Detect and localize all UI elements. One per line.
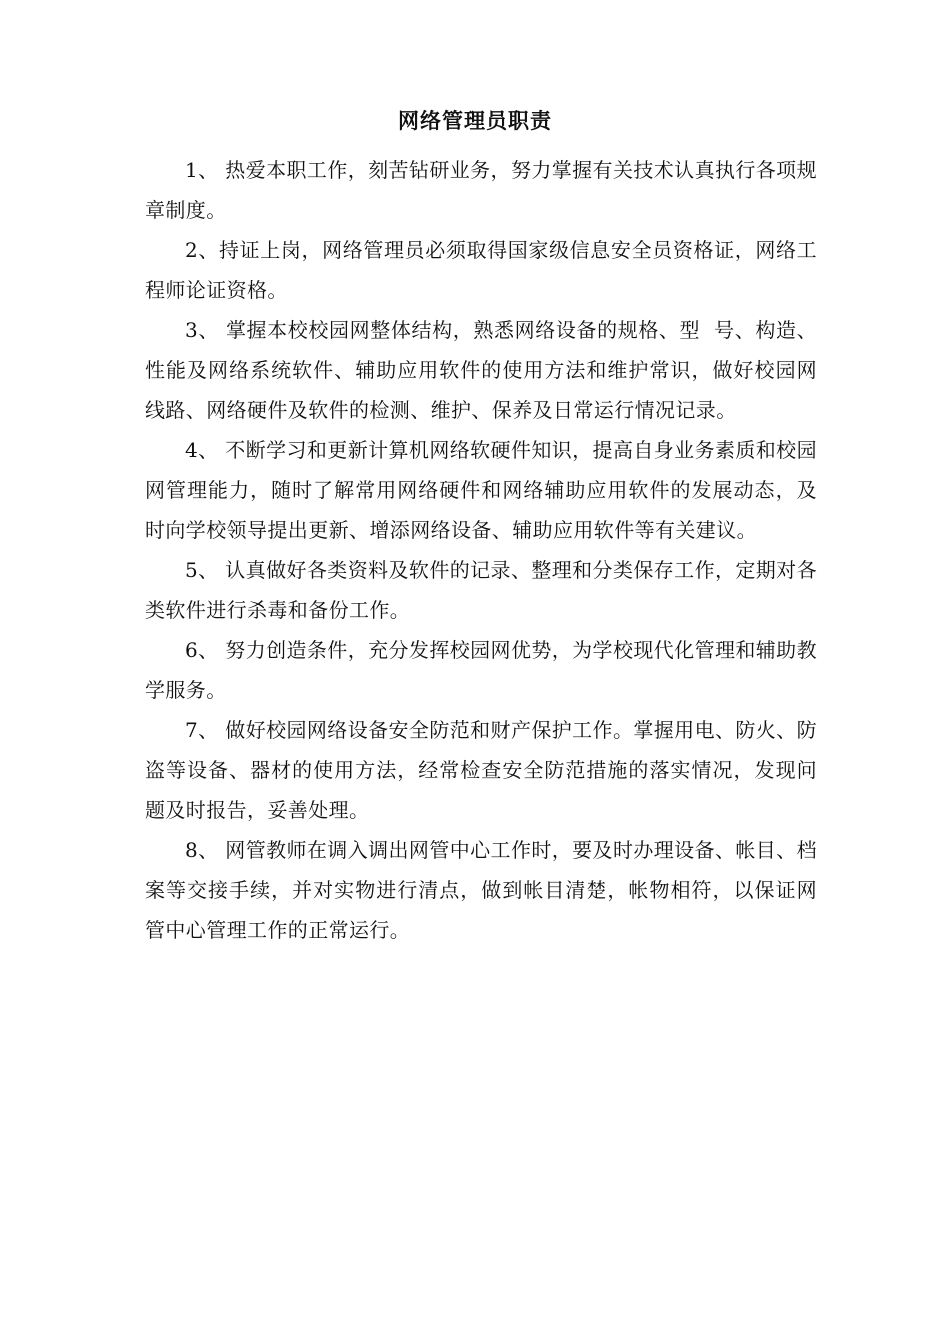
duty-paragraph-6: 6、 努力创造条件，充分发挥校园网优势，为学校现代化管理和辅助教学服务。 [145, 638, 817, 702]
duty-paragraph-1: 1、 热爱本职工作，刻苦钻研业务，努力掌握有关技术认真执行各项规章制度。 [145, 158, 817, 222]
duty-paragraph-7: 7、 做好校园网络设备安全防范和财产保护工作。掌握用电、防火、防盗等设备、器材的使用方法，经常检查安全防范措施的落实情况，发现问题及时报告，妥善处理。 [145, 718, 817, 822]
duty-paragraph-2: 2、持证上岗，网络管理员必须取得国家级信息安全员资格证，网络工程师论证资格。 [145, 238, 817, 302]
duty-paragraph-4: 4、 不断学习和更新计算机网络软硬件知识，提高自身业务素质和校园网管理能力，随时了解常用网络硬件和网络辅助应用软件的发展动态，及时向学校领导提出更新、增添网络设备、辅助应用软件等有关建议。 [145, 438, 817, 542]
document-body [145, 150, 817, 950]
duty-paragraph-3: 3、 掌握本校校园网整体结构，熟悉网络设备的规格、型 号、构造、性能及网络系统软件、辅助应用软件的使用方法和维护常识，做好校园网线路、网络硬件及软件的检测、维护、保养及日常运行情况记录。 [145, 318, 817, 422]
duty-paragraph-8: 8、 网管教师在调入调出网管中心工作时，要及时办理设备、帐目、档案等交接手续，并对实物进行清点，做到帐目清楚，帐物相符，以保证网管中心管理工作的正常运行。 [145, 838, 817, 942]
duty-paragraph-5: 5、 认真做好各类资料及软件的记录、整理和分类保存工作，定期对各类软件进行杀毒和备份工作。 [145, 558, 817, 622]
document-title: 网络管理员职责 [398, 109, 552, 133]
